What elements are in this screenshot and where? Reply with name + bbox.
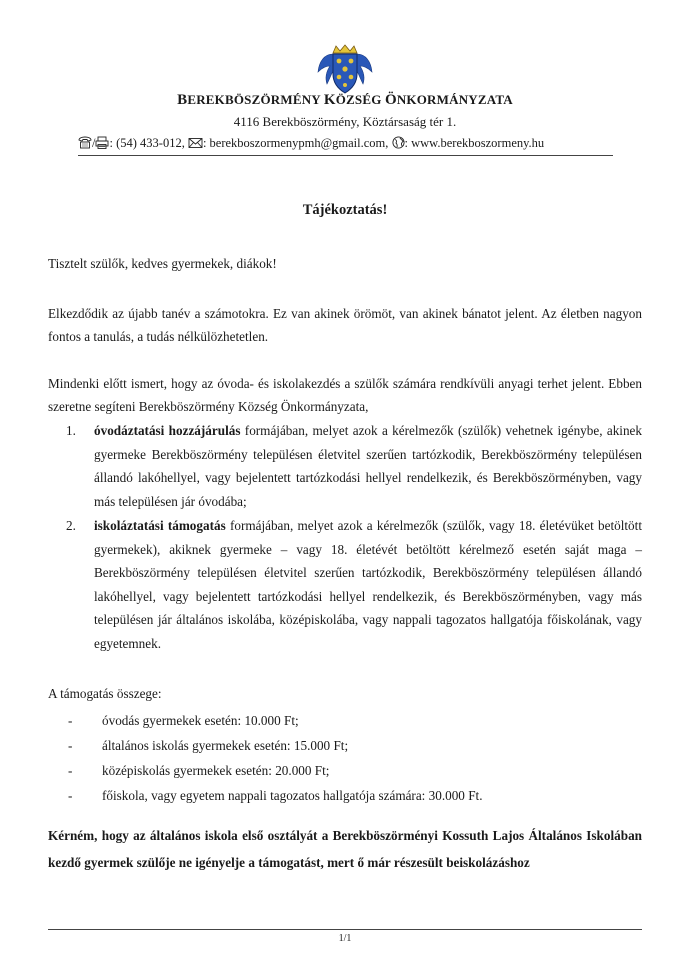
closing-notice: Kérném, hogy az általános iskola első osztályát a Berekböszörményi Kossuth Lajos Általános Iskolában kezdő gyermek szülője ne igényelje a támogatást, mert ő már részesült beiskolázáshoz	[48, 828, 642, 870]
amount-item: - általános iskolás gyermekek esetén: 15.000 Ft;	[68, 738, 349, 753]
list-item-bold-title: iskoláztatási támogatás	[94, 518, 226, 533]
document-title: Tájékoztatás!	[302, 202, 388, 218]
amount-list	[48, 708, 642, 808]
amount-intro: A támogatás összege:	[48, 686, 162, 701]
amount-item: - középiskolás gyermekek esetén: 20.000 Ft;	[68, 763, 330, 778]
globe-icon	[392, 136, 405, 149]
paragraph-support: Mindenki előtt ismert, hogy az óvoda- és iskolakezdés a szülők számára rendkívüli anyagi terhet jelent. Ebben szeretne segíteni Berekböszörmény Község Önkormányzata,	[48, 376, 642, 414]
contact-line: / : (54) 433-012, : berekboszormenypmh@gmail.com, : www.berekboszormeny.hu	[78, 136, 618, 151]
list-item-school: 2. iskoláztatási támogatás formájában, melyet azok a kérelmezők (szülők, vagy 18. életévüket betöltött gyermekek), akiknek gyermeke – vagy 18. életévét betöltött kérelmező esetén saját maga – Berekböszörmény településen életvitel szerűen tartózkodik, Berekböszörmény településen állandó lakóhellyel, vagy bejelentett tartózkodási hellyel rendelkezik, és Berekböszörményben, vagy más településen jár általános iskolába, középiskolába, vagy nappali tagozatos hallgatója főiskolának, vagy egyetemnek.	[66, 518, 642, 651]
list-item-kindergarten: 1. óvodáztatási hozzájárulás formájában, melyet azok a kérelmezők (szülők) vehetnek igénybe, akinek gyermeke Berekböszörmény településen életvitel szerűen tartózkodik, Berekböszörmény településen állandó lakóhellyel, vagy bejelentett tartózkodási hellyel rendelkezik, és Berekböszörményben, vagy más településen jár óvodába;	[66, 423, 642, 509]
header-divider	[78, 155, 613, 156]
website-url[interactable]: : www.berekboszormeny.hu	[404, 136, 545, 150]
greeting: Tisztelt szülők, kedves gyermekek, diákok!	[48, 256, 277, 271]
amount-item: - óvodás gyermekek esetén: 10.000 Ft;	[68, 713, 299, 728]
envelope-icon	[188, 137, 203, 149]
footer-divider	[48, 929, 642, 930]
email-address[interactable]: : berekboszormenypmh@gmail.com,	[202, 136, 392, 150]
fax-icon	[95, 136, 109, 149]
municipality-address: 4116 Berekböszörmény, Köztársaság tér 1.	[233, 114, 457, 129]
page-number: 1/1	[338, 933, 352, 944]
phone-icon	[78, 136, 92, 149]
paragraph-intro: Elkezdődik az újabb tanév a számotokra. Ez van akinek örömöt, van akinek bánatot jelent. Az életben nagyon fontos a tanulás, a tudás nélkülözhetetlen.	[48, 306, 642, 344]
phone-number: : (54) 433-012,	[109, 136, 188, 150]
coat-of-arms-icon	[316, 44, 374, 94]
list-item-bold-title: óvodáztatási hozzájárulás	[94, 423, 241, 438]
amount-item: - főiskola, vagy egyetem nappali tagozatos hallgatója számára: 30.000 Ft.	[68, 788, 483, 803]
municipality-name: BEREKBÖSZÖRMÉNY KÖZSÉG ÖNKORMÁNYZATA	[177, 92, 513, 108]
